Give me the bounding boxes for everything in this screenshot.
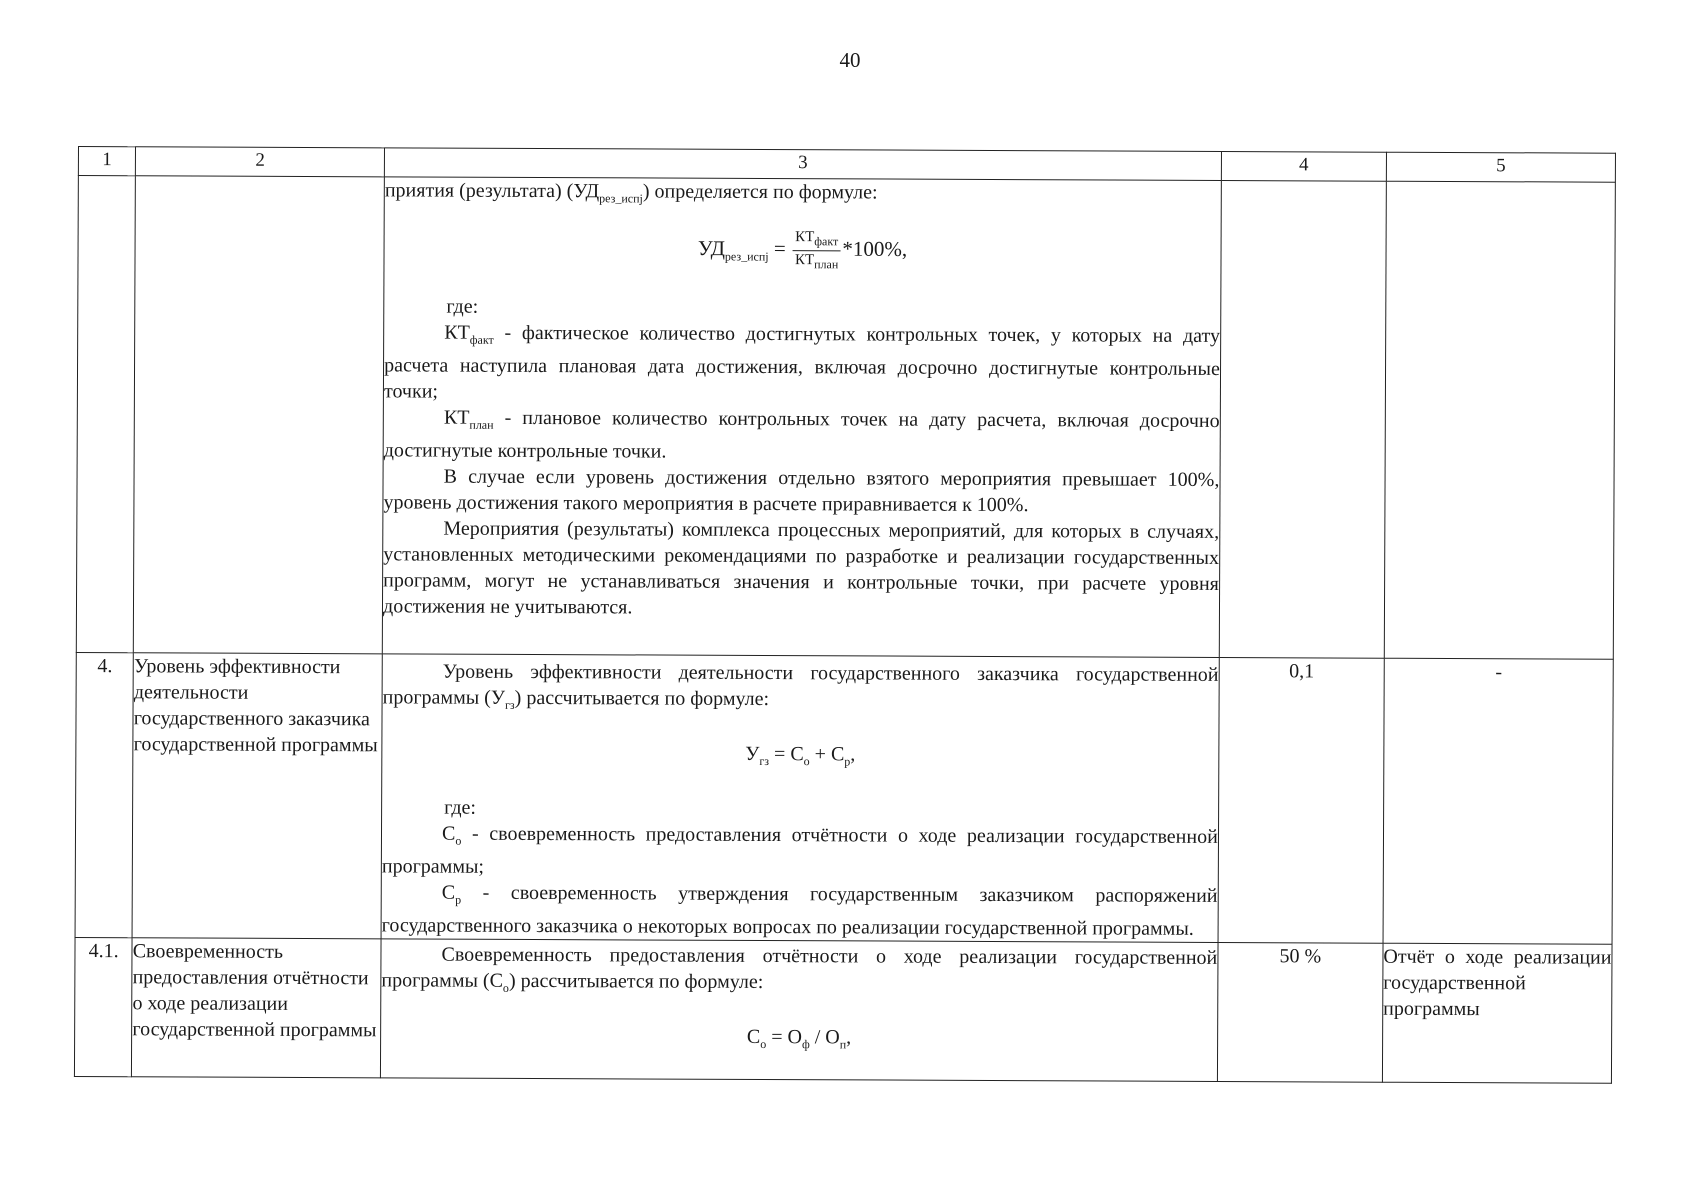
definition-co: $С_о$ - своевременность предоставления отчётности о ходе реализации государственной программы; (381, 822, 1218, 878)
row-number (76, 176, 135, 653)
continuation-intro: приятия (результата) $(УД_{рез\_испj})$ определяется по формуле: (384, 179, 878, 206)
table-row (76, 176, 1615, 660)
header-col-1: 1 (78, 147, 135, 176)
definition-kt-fact: $КТ_{факт}$ - фактическое количество достигнутых контрольных точек, у которых на дату расчета наступила плановая дата достижения, включая досрочно достигнутые контрольные точки; (383, 321, 1221, 403)
method-intro: Своевременность предоставления отчётности о ходе реализации государственной программы $(С_о)$ рассчитывается по формуле: (381, 943, 1218, 995)
paragraph-exceed: В случае если уровень достижения отдельно взятого мероприятия превышает 100%, уровень достижения такого мероприятия в расчете приравнивается к 100%. (383, 465, 1220, 517)
method-intro: Уровень эффективности деятельности государственного заказчика государственной программы $(У_{гз})$ рассчитывается по формуле: (382, 660, 1219, 712)
formula-co: $С_о = О_ф / О_п$, (746, 1025, 852, 1052)
weight-value: 50 % (1217, 942, 1383, 1082)
weight-value: 0,1 (1218, 657, 1384, 943)
formula-ugz: $У_{гз} = С_о + С_р$, (745, 742, 856, 769)
table-row (75, 652, 1613, 944)
header-col-2: 2 (136, 147, 385, 177)
header-col-5: 5 (1386, 152, 1615, 182)
data-source: - (1383, 658, 1613, 944)
indicator-name: Своевременность предоставления отчётности о ходе реализации государственной программы (132, 938, 381, 1078)
indicator-name (134, 176, 385, 654)
fraction: $\frac{КТ_{факт}}{КТ_{план}}$ (793, 228, 841, 273)
data-source (1384, 181, 1615, 659)
definition-kt-plan: $КТ_{план}$ - плановое количество контрольных точек на дату расчета, включая досрочно достигнутые контрольные точки. (383, 406, 1220, 463)
table-row (74, 937, 1612, 1083)
formula-ud: $УД_{рез\_испj}$ = $\frac{КТ_{факт}}{КТ_{план}}$ *100%, (385, 226, 1221, 275)
weight-value (1219, 180, 1386, 658)
data-source: Отчёт о ходе реализации государственной программы (1382, 943, 1612, 1083)
calculation-method (382, 177, 1221, 658)
definition-cp: $С_р$ - своевременность утверждения государственным заказчиком распоряжений государственного заказчика о некоторых вопросах по реализации государственной программы. (381, 881, 1218, 940)
page-number: 40 (839, 48, 861, 72)
row-number: 4.1. (74, 937, 132, 1076)
calculation-method (381, 654, 1219, 943)
header-col-4: 4 (1221, 151, 1386, 181)
where-label: где: (446, 295, 479, 318)
header-col-3: 3 (384, 148, 1221, 181)
indicator-name: Уровень эффективности деятельности государственного заказчика государственной программы (132, 653, 382, 939)
indicators-table (74, 146, 1616, 1084)
paragraph-events: Мероприятия (результаты) комплекса процессных мероприятий, для которых в случаях, установленных методическими рекомендациями по разработке и реализации государственных программ, могут не устанавливаться значения и контрольные точки, при расчете уровня достижения не учитываются. (383, 517, 1220, 619)
where-label: где: (444, 796, 477, 819)
row-number: 4. (75, 652, 133, 937)
calculation-method (380, 939, 1217, 1082)
